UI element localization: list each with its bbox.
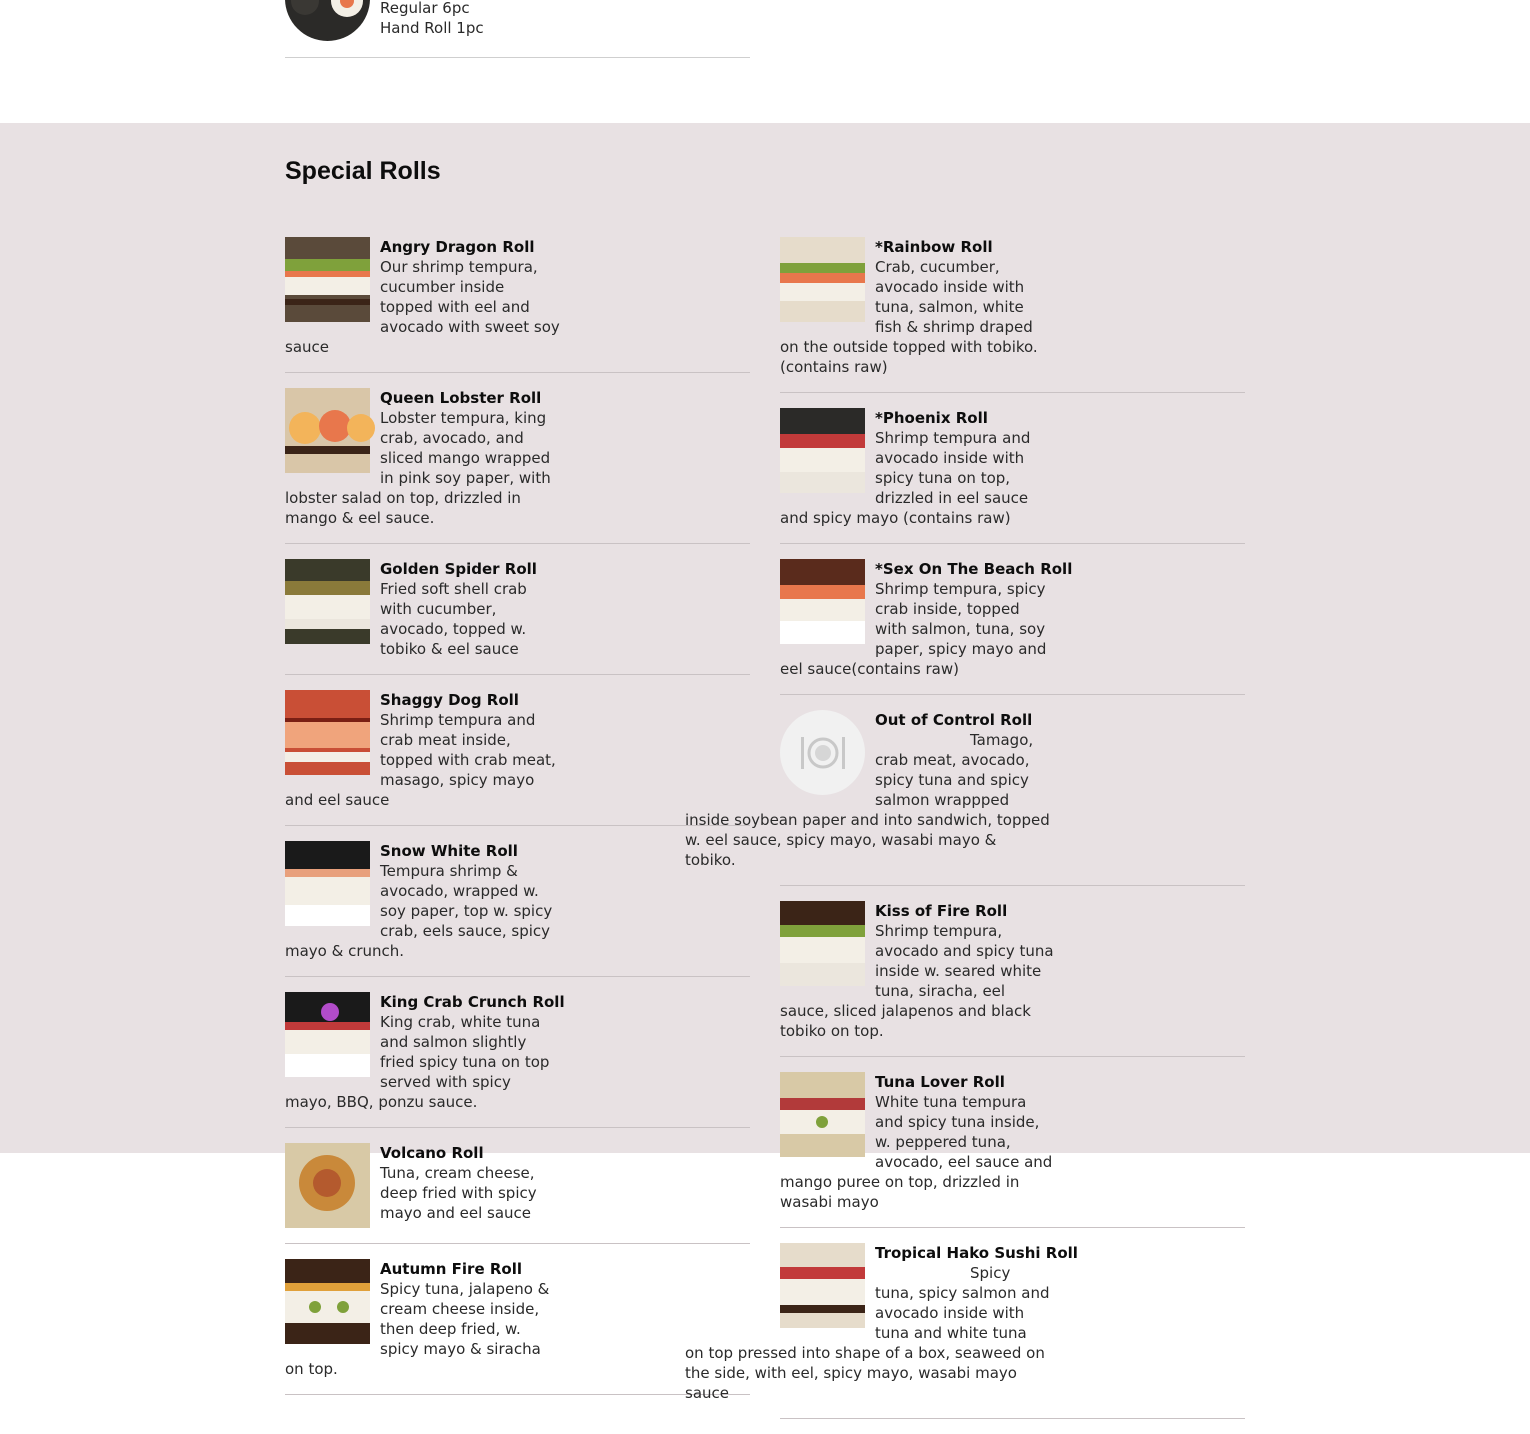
previous-section [0,0,1530,123]
sushi-photo-icon [285,1143,370,1228]
menu-item[interactable] [285,1143,750,1244]
sushi-photo-icon [285,841,370,926]
sushi-photo-icon [780,559,865,644]
item-name: Out of Control Roll [875,711,1033,729]
item-description: Fried soft shell crab with cucumber, avocado, topped w. tobiko & eel sauce [380,580,527,658]
sushi-photo-icon [285,690,370,775]
section-title: Special Rolls [285,157,441,185]
item-name: Tuna Lover Roll [875,1073,1005,1091]
item-description: White tuna tempura and spicy tuna inside, w. peppered tuna, avocado, eel sauce and mango puree on top, drizzled in wasabi mayo [780,1093,1053,1211]
item-description: Tempura shrimp & avocado, wrapped w. soy paper, top w. spicy crab, eels sauce, spicy mayo & crunch. [285,862,553,960]
item-name: Kiss of Fire Roll [875,902,1008,920]
item-name: Autumn Fire Roll [380,1260,522,1278]
item-name: Volcano Roll [380,1144,484,1162]
menu-item[interactable] [285,559,750,675]
item-description: King crab, white tuna and salmon slightly fried spicy tuna on top served with spicy mayo, BBQ, ponzu sauce. [285,1013,550,1111]
sushi-photo-icon [780,1243,865,1328]
menu-item-previous[interactable] [285,0,750,58]
item-name: Tropical Hako Sushi Roll [875,1244,1078,1262]
menu-item[interactable] [780,1072,1245,1228]
item-description: Shrimp tempura, spicy crab inside, topped with salmon, tuna, soy paper, spicy mayo and eel sauce(contains raw) [780,580,1047,678]
item-description: Shrimp tempura, avocado and spicy tuna inside w. seared white tuna, siracha, eel sauce, sliced jalapenos and black tobiko on top. [780,922,1054,1040]
item-description: Shrimp tempura and avocado inside with spicy tuna on top, drizzled in eel sauce and spicy mayo (contains raw) [780,429,1031,527]
menu-item[interactable] [685,1243,1245,1419]
sushi-photo-icon [780,901,865,986]
menu-column-right [685,237,1245,1434]
menu-item[interactable] [780,408,1245,544]
menu-column-left [285,237,750,1410]
menu-item[interactable] [780,559,1245,695]
special-rolls-section [0,123,1530,1402]
menu-item[interactable] [285,388,750,544]
menu-item[interactable] [285,992,750,1128]
sushi-photo-icon [285,1259,370,1344]
item-option-hand-roll: Hand Roll 1pc [380,19,484,37]
menu-item[interactable] [285,690,750,826]
item-description: Shrimp tempura and crab meat inside, topped with crab meat, masago, spicy mayo and eel sauce [285,711,556,809]
item-description: Tuna, cream cheese, deep fried with spicy mayo and eel sauce [380,1164,537,1222]
sushi-photo-icon [285,0,370,41]
item-description: Spicy tuna, jalapeno & cream cheese inside, then deep fried, w. spicy mayo & siracha on top. [285,1280,550,1378]
menu-item[interactable] [285,841,750,977]
item-name: *Rainbow Roll [875,238,993,256]
sushi-photo-icon [780,237,865,322]
menu-item[interactable] [780,237,1245,393]
item-description: Our shrimp tempura, cucumber inside topped with eel and avocado with sweet soy sauce [285,258,560,356]
plate-placeholder-icon [780,710,865,795]
item-name: Snow White Roll [380,842,518,860]
item-name: Shaggy Dog Roll [380,691,519,709]
item-description: Spicy tuna, spicy salmon and avocado inside with tuna and white tuna on top pressed into shape of a box, seaweed on the side, with eel, spicy mayo, wasabi mayo sauce [685,1264,1050,1402]
sushi-photo-icon [780,408,865,493]
item-name: *Phoenix Roll [875,409,988,427]
sushi-photo-icon [285,237,370,322]
item-description: Lobster tempura, king crab, avocado, and sliced mango wrapped in pink soy paper, with lobster salad on top, drizzled in mango & eel sauce. [285,409,551,527]
menu-item[interactable] [285,237,750,373]
item-option-regular: Regular 6pc [380,0,470,17]
item-name: King Crab Crunch Roll [380,993,565,1011]
sushi-photo-icon [780,1072,865,1157]
item-name: Queen Lobster Roll [380,389,542,407]
item-name: *Sex On The Beach Roll [875,560,1073,578]
menu-item[interactable] [780,901,1245,1057]
menu-item[interactable] [685,710,1245,886]
menu-item[interactable] [285,1259,750,1395]
item-name: Golden Spider Roll [380,560,537,578]
item-name: Angry Dragon Roll [380,238,535,256]
sushi-photo-icon [285,388,370,473]
item-description: Tamago, crab meat, avocado, spicy tuna and spicy salmon wrappped inside soybean paper and into sandwich, topped w. eel sauce, spicy mayo, wasabi mayo & tobiko. [685,731,1050,869]
sushi-photo-icon [285,992,370,1077]
sushi-photo-icon [285,559,370,644]
item-description: Crab, cucumber, avocado inside with tuna, salmon, white fish & shrimp draped on the outside topped with tobiko.(contains raw) [780,258,1038,376]
